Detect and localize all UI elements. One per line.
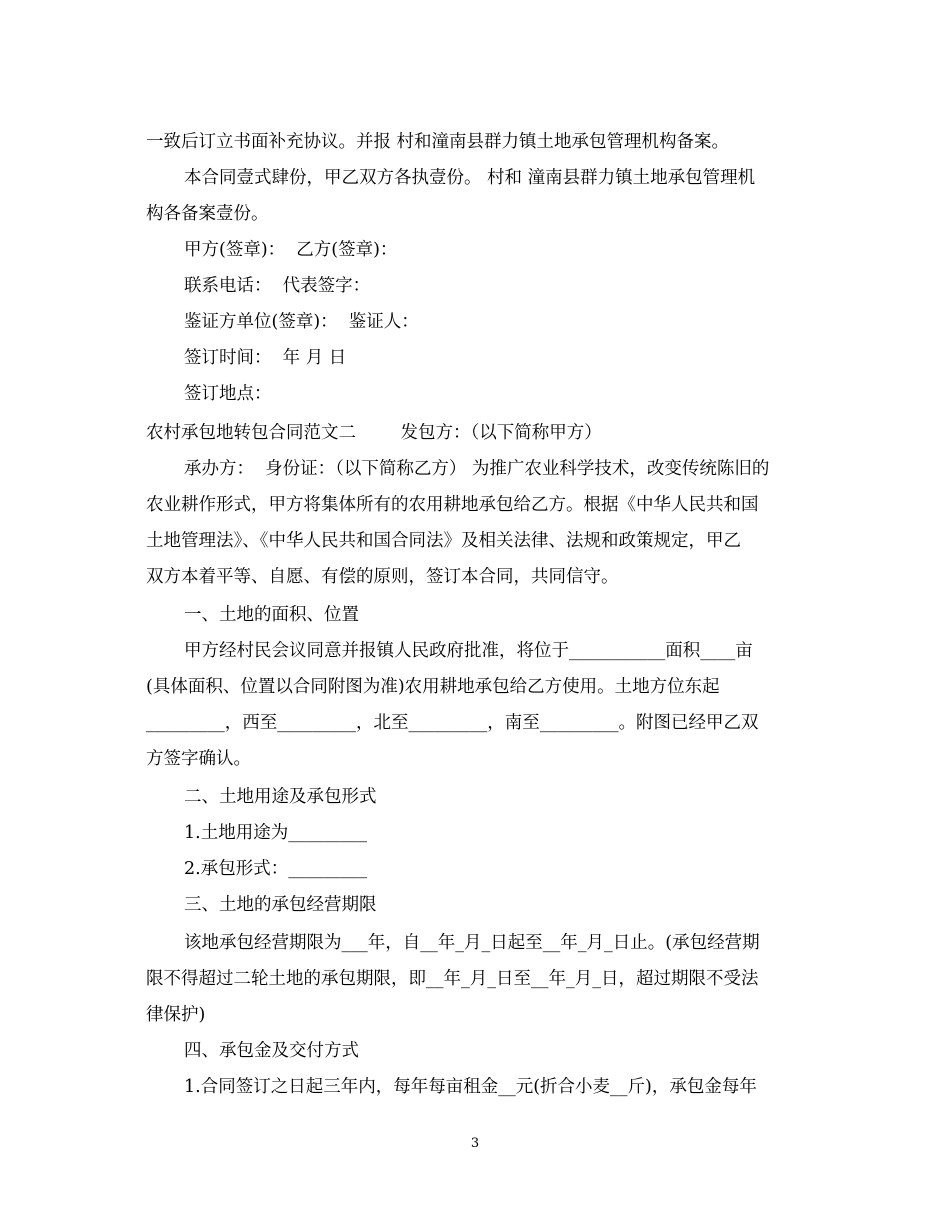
text-line: 方签字确认。: [146, 749, 251, 769]
text-line: 签订时间： 年 月 日: [184, 348, 347, 368]
text-line: 甲方经村民会议同意并报镇人民政府批准，将位于___________面积____亩: [184, 641, 753, 661]
text-line: 本合同壹式肆份，甲乙双方各执壹份。 村和 潼南县群力镇土地承包管理机: [184, 168, 756, 188]
text-line: 鉴证方单位(签章)： 鉴证人：: [184, 312, 419, 332]
text-line: (具体面积、位置以合同附图为准)农用耕地承包给乙方使用。土地方位东起: [146, 677, 720, 697]
text-line: 甲方(签章)： 乙方(签章)：: [184, 240, 398, 260]
text-line: 联系电话： 代表签字：: [184, 276, 371, 296]
text-line: 承办方： 身份证：（以下简称乙方） 为推广农业科学技术，改变传统陈旧的: [184, 459, 770, 479]
section-heading: 四、承包金及交付方式: [184, 1041, 359, 1061]
text-line: 律保护): [146, 1005, 206, 1025]
section-heading: 一、土地的面积、位置: [184, 605, 359, 625]
page-number: 3: [470, 1136, 480, 1151]
section-heading: 三、土地的承包经营期限: [184, 895, 377, 915]
text-line: 签订地点：: [184, 384, 272, 404]
text-line: 农村承包地转包合同范文二 发包方：（以下简称甲方）: [146, 423, 602, 443]
text-line: 2.承包形式：_________: [184, 859, 367, 879]
text-line: 1.合同签订之日起三年内，每年每亩租金__元(折合小麦__斤)，承包金每年: [184, 1077, 757, 1097]
text-line: 一致后订立书面补充协议。并报 村和潼南县群力镇土地承包管理机构备案。: [146, 132, 730, 152]
text-line: _________，西至_________，北至_________，南至_________。附图已经甲乙双: [146, 713, 759, 733]
text-line: 该地承包经营期限为___年，自__年_月_日起至__年_月_日止。(承包经营期: [184, 933, 760, 953]
text-line: 1.土地用途为_________: [184, 823, 367, 843]
text-line: 土地管理法》、《中华人民共和国合同法》及相关法律、法规和政策规定，甲乙: [146, 531, 741, 551]
text-line: 农业耕作形式，甲方将集体所有的农用耕地承包给乙方。根据《中华人民共和国: [146, 495, 759, 515]
text-line: 限不得超过二轮土地的承包期限，即__年_月_日至__年_月_日，超过期限不受法: [146, 969, 759, 989]
text-line: 构各备案壹份。: [146, 204, 269, 224]
section-heading: 二、土地用途及承包形式: [184, 787, 377, 807]
text-line: 双方本着平等、自愿、有偿的原则，签订本合同，共同信守。: [146, 567, 619, 587]
